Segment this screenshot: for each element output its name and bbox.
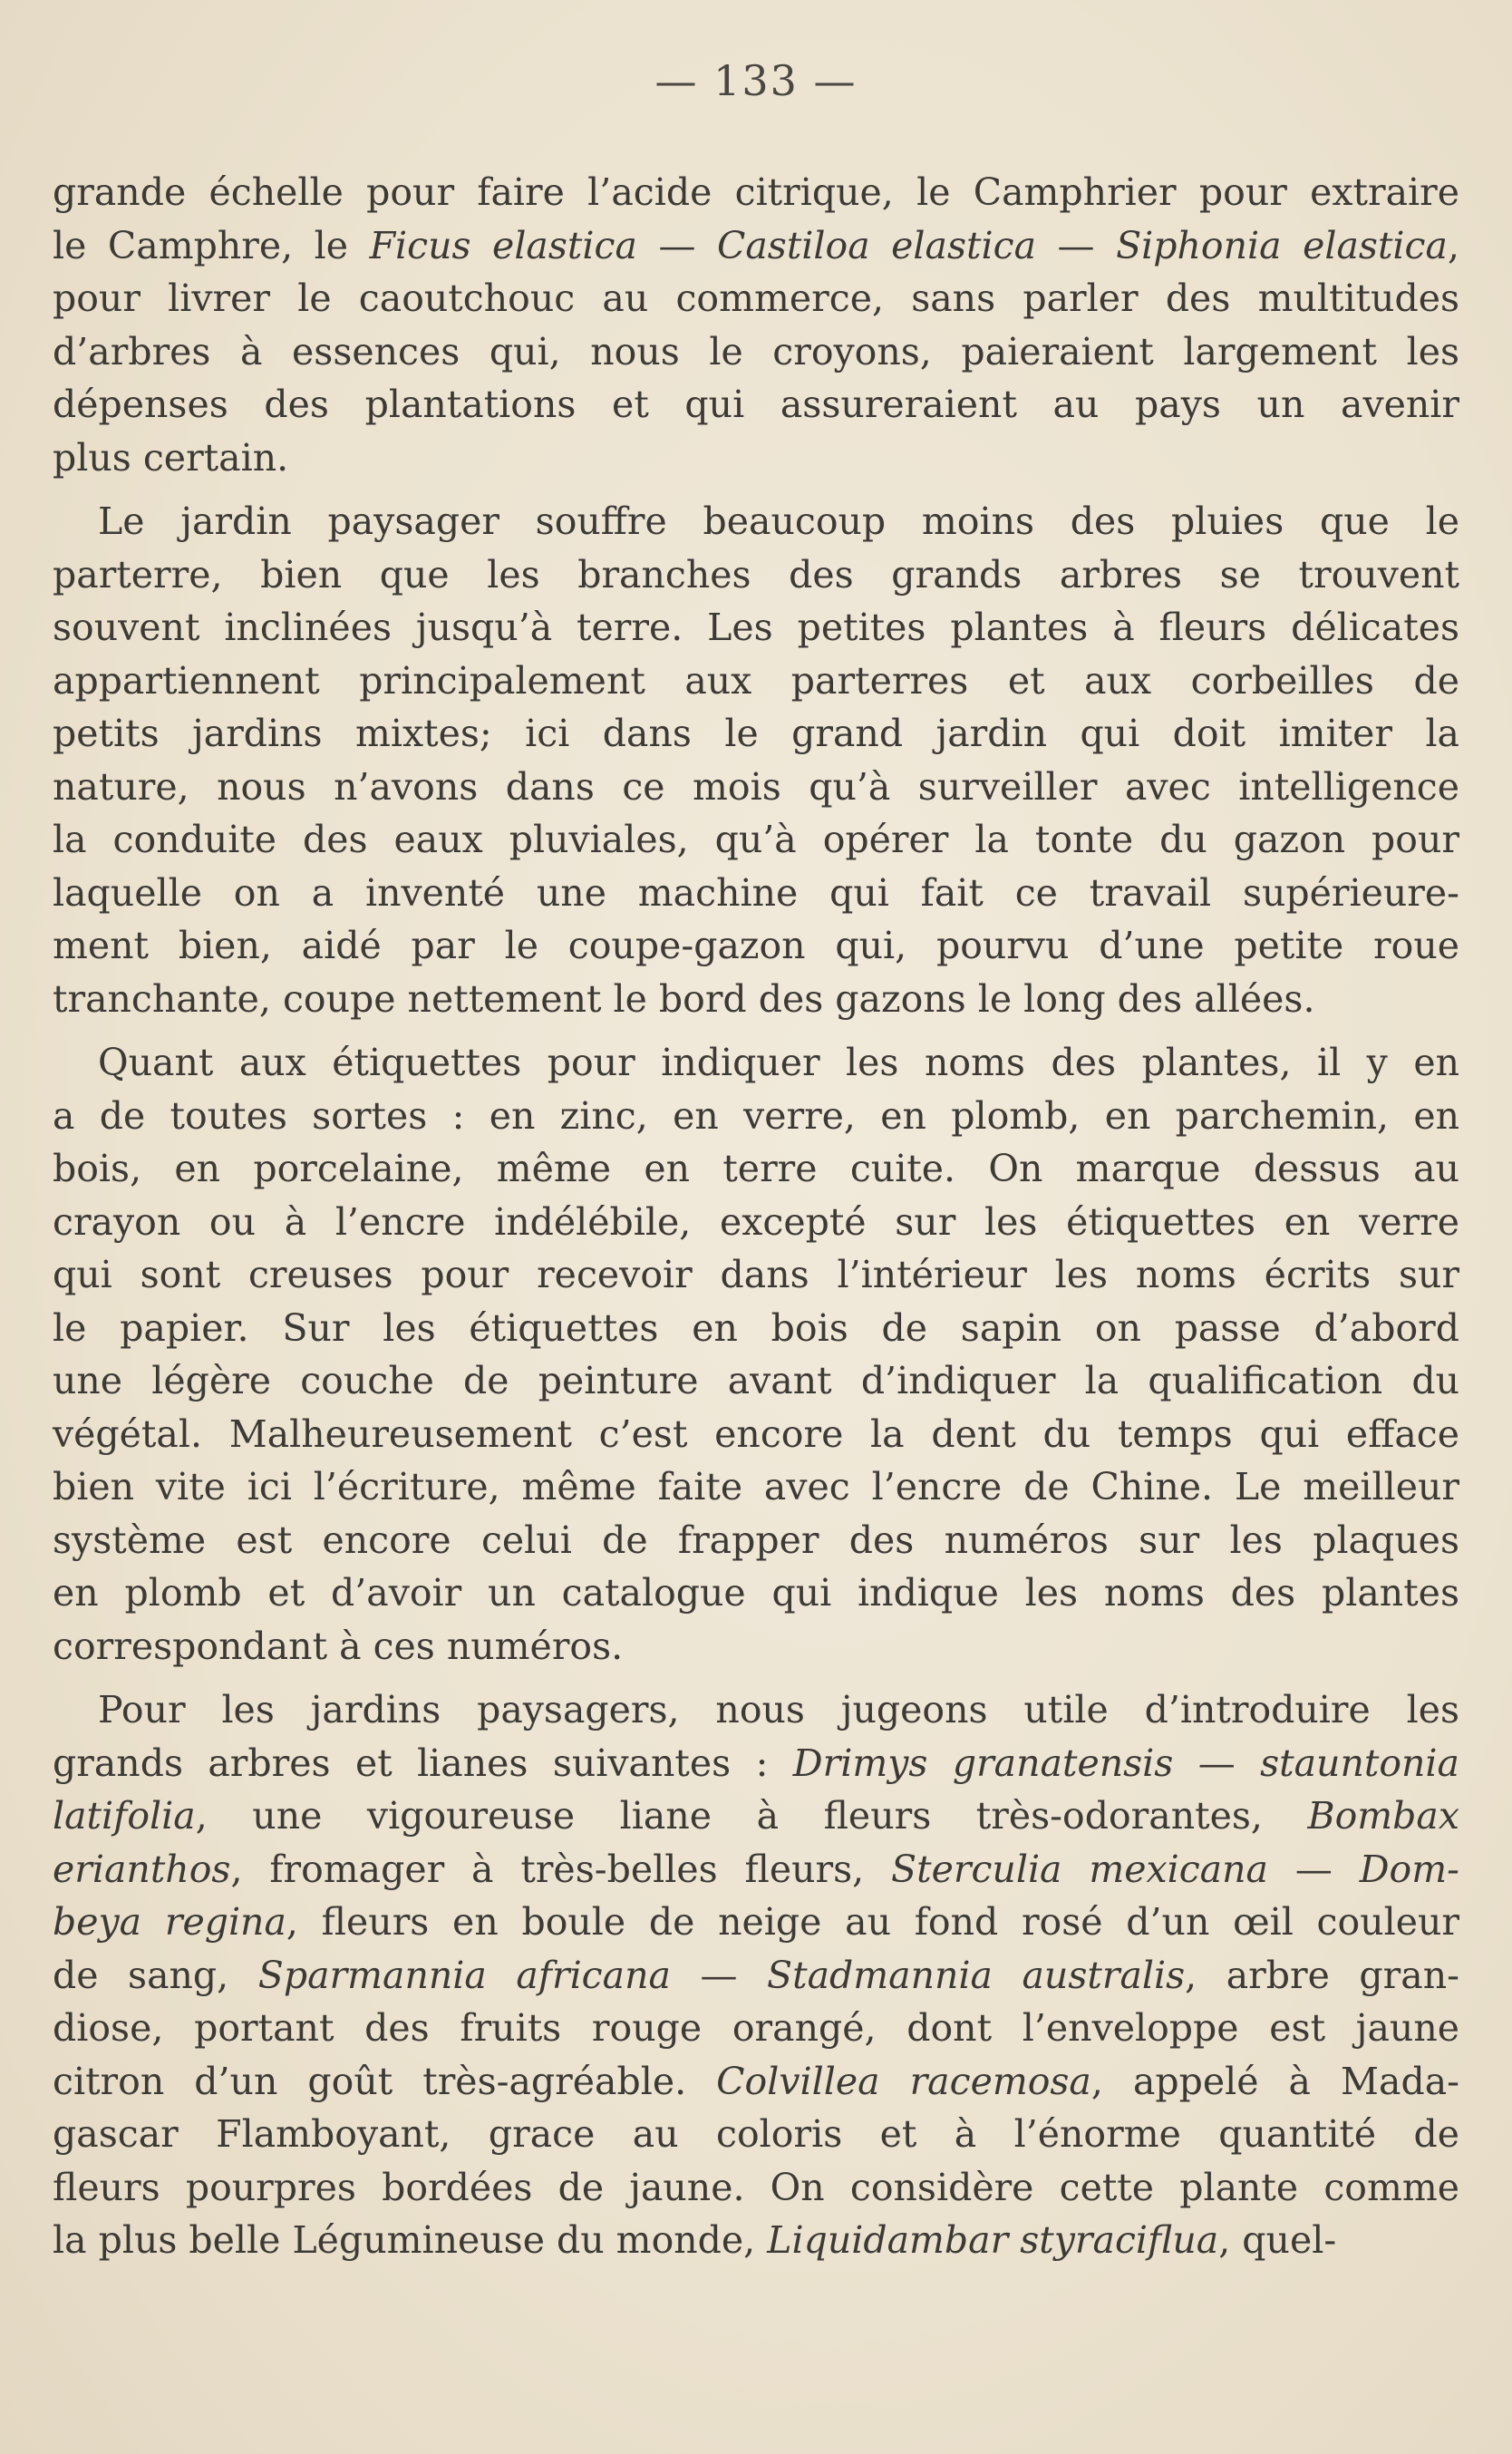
text-line: correspondant à ces numéros.: [53, 1624, 624, 1668]
text-line: grands arbres et lianes suivantes : Drimys granatensis — stauntonia: [53, 1741, 1459, 1785]
text-line: bois, en porcelaine, même en terre cuite. On marque dessus au: [53, 1147, 1459, 1190]
text-line: Quant aux étiquettes pour indiquer les noms des plantes, il y en: [98, 1041, 1459, 1084]
text-line: gascar Flamboyant, grace au coloris et à l’énorme quantité de: [53, 2112, 1459, 2156]
text-line: fleurs pourpres bordées de jaune. On considère cette plante comme: [53, 2165, 1459, 2209]
text-line: souvent inclinées jusqu’à terre. Les petites plantes à fleurs délicates: [53, 606, 1459, 649]
text-line: d’arbres à essences qui, nous le croyons, paieraient largement les: [53, 329, 1459, 373]
page-number: — 133 —: [654, 56, 858, 105]
text-line: diose, portant des fruits rouge orangé, dont l’enveloppe est jaune: [53, 2006, 1459, 2050]
text-line: la conduite des eaux pluviales, qu’à opérer la tonte du gazon pour: [53, 818, 1459, 861]
text-line: dépenses des plantations et qui assureraient au pays un avenir: [53, 383, 1459, 426]
text-line: grande échelle pour faire l’acide citrique, le Camphrier pour extraire: [53, 170, 1459, 214]
text-line: Le jardin paysager souffre beaucoup moins des pluies que le: [98, 500, 1459, 543]
text-line: petits jardins mixtes; ici dans le grand jardin qui doit imiter la: [53, 712, 1459, 755]
text-line: en plomb et d’avoir un catalogue qui indique les noms des plantes: [53, 1571, 1459, 1615]
body-text: [53, 166, 1459, 2267]
text-line: appartiennent principalement aux parterres et aux corbeilles de: [53, 658, 1459, 703]
text-line: latifolia, une vigoureuse liane à fleurs très-odorantes, Bombax: [53, 1794, 1459, 1838]
paragraph: [53, 1683, 1459, 2267]
text-line: citron d’un goût très-agréable. Colvillea racemosa, appelé à Mada-: [53, 2059, 1460, 2103]
text-line: végétal. Malheureusement c’est encore la dent du temps qui efface: [53, 1411, 1459, 1456]
text-line: Pour les jardins paysagers, nous jugeons utile d’introduire les: [98, 1688, 1459, 1731]
paragraph: [53, 166, 1459, 484]
text-line: le papier. Sur les étiquettes en bois de sapin on passe d’abord: [53, 1305, 1459, 1350]
text-line: le Camphre, le Ficus elastica — Castiloa elastica — Siphonia elastica,: [53, 223, 1459, 267]
paragraph: [53, 1036, 1459, 1673]
text-line: de sang, Sparmannia africana — Stadmannia australis, arbre gran-: [53, 1953, 1459, 1997]
text-line: erianthos, fromager à très-belles fleurs, Sterculia mexicana — Dom-: [53, 1847, 1459, 1891]
text-line: parterre, bien que les branches des grands arbres se trouvent: [53, 552, 1459, 597]
paragraph: [53, 495, 1459, 1025]
text-line: crayon ou à l’encre indélébile, excepté sur les étiquettes en verre: [53, 1199, 1459, 1244]
paragraph-gap: [53, 1025, 1459, 1036]
text-line: nature, nous n’avons dans ce mois qu’à surveiller avec intelligence: [53, 764, 1459, 809]
text-line: a de toutes sortes : en zinc, en verre, en plomb, en parchemin, en: [53, 1093, 1459, 1138]
paragraph-gap: [53, 1673, 1459, 1683]
text-line: qui sont creuses pour recevoir dans l’intérieur les noms écrits sur: [53, 1253, 1459, 1296]
text-line: beya regina, fleurs en boule de neige au fond rosé d’un œil couleur: [53, 1900, 1459, 1944]
text-line: la plus belle Légumineuse du monde, Liquidambar styraciflua, quel-: [53, 2218, 1337, 2262]
text-line: ment bien, aidé par le coupe-gazon qui, pourvu d’une petite roue: [53, 924, 1459, 967]
paragraph-gap: [53, 484, 1459, 495]
text-line: pour livrer le caoutchouc au commerce, sans parler des multitudes: [53, 276, 1459, 320]
text-line: système est encore celui de frapper des numéros sur les plaques: [53, 1518, 1459, 1562]
text-line: tranchante, coupe nettement le bord des gazons le long des allées.: [53, 976, 1315, 1021]
text-line: une légère couche de peinture avant d’indiquer la qualification du: [53, 1359, 1459, 1402]
text-line: bien vite ici l’écriture, même faite avec l’encre de Chine. Le meilleur: [53, 1465, 1459, 1508]
text-line: plus certain.: [53, 435, 289, 480]
text-line: laquelle on a inventé une machine qui fait ce travail supérieure-: [53, 870, 1459, 915]
